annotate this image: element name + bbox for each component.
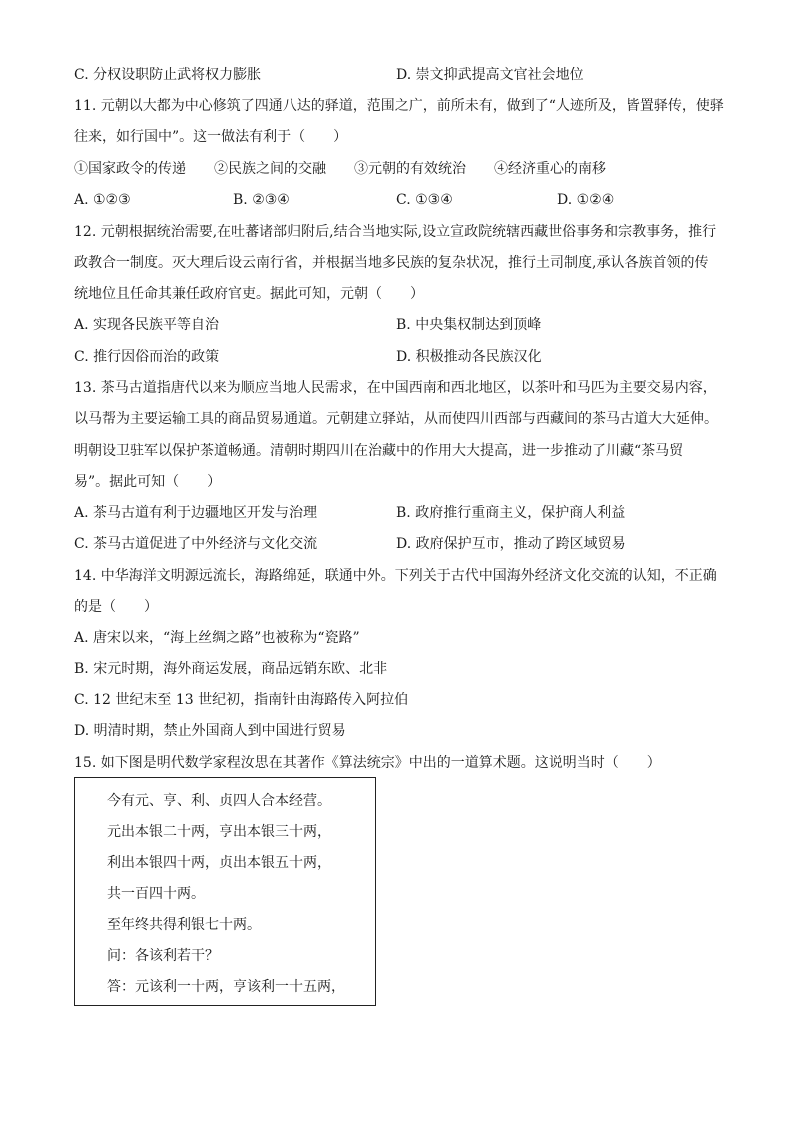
q11-option-b: B. ②③④ bbox=[233, 192, 290, 208]
q13-option-d: D. 政府保护互市，推动了跨区域贸易 bbox=[396, 536, 626, 552]
q12-stem-line2: 政教合一制度。灭大理后设云南行省，并根据当地多民族的复杂状况，推行土司制度,承认各族首领的传 bbox=[74, 255, 709, 271]
box-line: 利出本银四十两，贞出本银五十两， bbox=[107, 855, 331, 871]
q13-stem-line2: 以马帮为主要运输工具的商品贸易通道。元朝建立驿站，从而使四川西部与西藏间的茶马古道大大延伸。 bbox=[74, 411, 718, 427]
q14-option-d: D. 明清时期，禁止外国商人到中国进行贸易 bbox=[74, 723, 346, 739]
q11-option-c: C. ①③④ bbox=[396, 192, 453, 208]
q12-option-d: D. 积极推动各民族汉化 bbox=[396, 349, 542, 365]
q14-option-a: A. 唐宋以来，“海上丝绸之路”也被称为“瓷路” bbox=[74, 630, 360, 646]
q11-stem-line1: 11. 元朝以大都为中心修筑了四通八达的驿道，范围之广，前所未有，做到了“人迹所及，皆置驿传，使驿 bbox=[74, 98, 724, 114]
q15-problem-box bbox=[74, 777, 376, 1006]
q13-option-c: C. 茶马古道促进了中外经济与文化交流 bbox=[74, 536, 318, 552]
q13-stem-line1: 13. 茶马古道指唐代以来为顺应当地人民需求，在中国西南和西北地区，以茶叶和马匹为主要交易内容， bbox=[74, 380, 717, 396]
box-line: 答：元该利一十两，亨该利一十五两， bbox=[107, 979, 345, 995]
box-line: 至年终共得利银七十两。 bbox=[107, 917, 261, 933]
q12-option-b: B. 中央集权制达到顶峰 bbox=[396, 317, 542, 333]
box-line: 共一百四十两。 bbox=[107, 886, 205, 902]
q11-stem-line2: 往来，如行国中”。这一做法有利于（ ） bbox=[74, 129, 348, 145]
q10-option-c: C. 分权设职防止武将权力膨胀 bbox=[74, 67, 262, 83]
q12-option-c: C. 推行因俗而治的政策 bbox=[74, 349, 220, 365]
q11-option-a: A. ①②③ bbox=[74, 192, 131, 208]
box-line: 元出本银二十两，亨出本银三十两， bbox=[107, 824, 331, 840]
q12-stem-line1: 12. 元朝根据统治需要,在吐蕃诸部归附后,结合当地实际,设立宣政院统辖西藏世俗事务和宗教事务，推行 bbox=[74, 224, 717, 240]
q13-stem-line3: 明朝设卫驻军以保护茶道畅通。清朝时期四川在治藏中的作用大大提高，进一步推动了川藏“茶马贸 bbox=[74, 443, 684, 459]
q13-option-a: A. 茶马古道有利于边疆地区开发与治理 bbox=[74, 505, 318, 521]
q15-stem-line1: 15. 如下图是明代数学家程汝思在其著作《算法统宗》中出的一道算术题。这说明当时（ ） bbox=[74, 755, 661, 771]
q13-option-b: B. 政府推行重商主义，保护商人利益 bbox=[396, 505, 626, 521]
q14-option-c: C. 12 世纪末至 13 世纪初，指南针由海路传入阿拉伯 bbox=[74, 692, 409, 708]
q14-stem-line2: 的是（ ） bbox=[74, 599, 158, 615]
box-line: 问：各该利若干？ bbox=[107, 948, 219, 964]
box-line: 今有元、亨、利、贞四人合本经营。 bbox=[107, 793, 331, 809]
q11-option-d: D. ①②④ bbox=[557, 192, 615, 208]
q10-option-d: D. 崇文抑武提高文官社会地位 bbox=[396, 67, 584, 83]
q12-option-a: A. 实现各民族平等自治 bbox=[74, 317, 220, 333]
q12-stem-line3: 统地位且任命其兼任政府官吏。据此可知，元朝（ ） bbox=[74, 286, 424, 302]
q11-items: ①国家政令的传递 ②民族之间的交融 ③元朝的有效统治 ④经济重心的南移 bbox=[74, 161, 606, 177]
q13-stem-line4: 易”。据此可知（ ） bbox=[74, 474, 222, 490]
q14-stem-line1: 14. 中华海洋文明源远流长，海路绵延，联通中外。下列关于古代中国海外经济文化交流的认知，不正确 bbox=[74, 568, 717, 584]
q14-option-b: B. 宋元时期，海外商运发展，商品远销东欧、北非 bbox=[74, 661, 388, 677]
